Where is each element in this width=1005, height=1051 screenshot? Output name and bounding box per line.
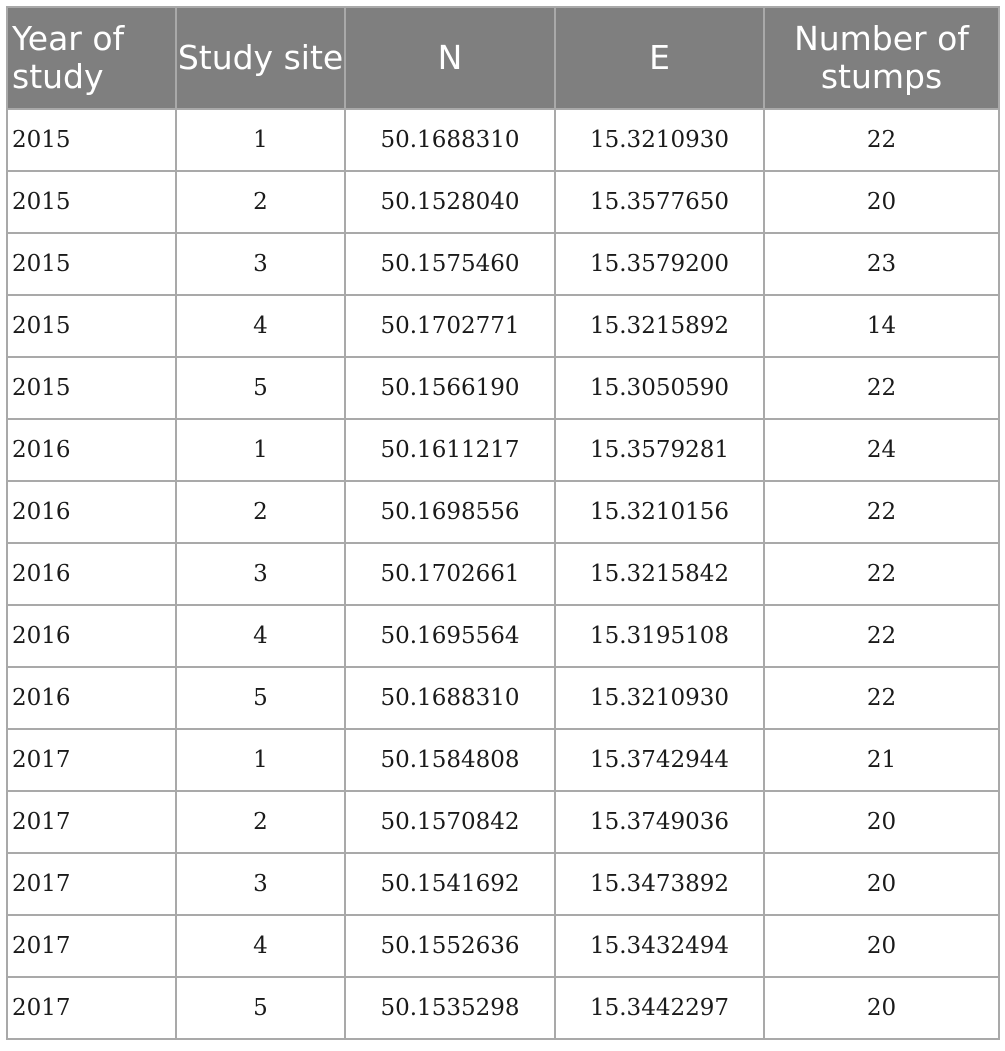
data-table (6, 6, 1000, 1040)
cell-number-of-stumps: 22 (764, 543, 999, 605)
cell-e: 15.3579200 (555, 233, 764, 295)
cell-n: 50.1698556 (345, 481, 555, 543)
cell-year: 2017 (7, 853, 176, 915)
cell-e: 15.3577650 (555, 171, 764, 233)
table-row (7, 605, 999, 667)
cell-e: 15.3195108 (555, 605, 764, 667)
header-number-of-stumps: Number of stumps (764, 7, 999, 109)
cell-year: 2017 (7, 729, 176, 791)
cell-number-of-stumps: 24 (764, 419, 999, 481)
cell-number-of-stumps: 20 (764, 171, 999, 233)
cell-study-site: 5 (176, 357, 345, 419)
cell-e: 15.3749036 (555, 791, 764, 853)
cell-number-of-stumps: 20 (764, 977, 999, 1039)
table-row (7, 481, 999, 543)
cell-n: 50.1575460 (345, 233, 555, 295)
header-n: N (345, 7, 555, 109)
cell-e: 15.3210930 (555, 109, 764, 171)
cell-study-site: 2 (176, 791, 345, 853)
cell-e: 15.3215892 (555, 295, 764, 357)
cell-year: 2016 (7, 667, 176, 729)
cell-study-site: 2 (176, 481, 345, 543)
cell-study-site: 2 (176, 171, 345, 233)
cell-number-of-stumps: 14 (764, 295, 999, 357)
cell-e: 15.3442297 (555, 977, 764, 1039)
cell-n: 50.1688310 (345, 109, 555, 171)
table-row (7, 729, 999, 791)
cell-n: 50.1552636 (345, 915, 555, 977)
cell-year: 2016 (7, 543, 176, 605)
cell-year: 2017 (7, 977, 176, 1039)
cell-e: 15.3473892 (555, 853, 764, 915)
header-year-of-study: Year of study (7, 7, 176, 109)
cell-year: 2015 (7, 109, 176, 171)
cell-e: 15.3579281 (555, 419, 764, 481)
cell-study-site: 4 (176, 295, 345, 357)
table-row (7, 543, 999, 605)
cell-n: 50.1702661 (345, 543, 555, 605)
cell-e: 15.3215842 (555, 543, 764, 605)
cell-year: 2015 (7, 171, 176, 233)
cell-number-of-stumps: 20 (764, 853, 999, 915)
cell-number-of-stumps: 22 (764, 109, 999, 171)
table-row (7, 357, 999, 419)
cell-year: 2015 (7, 357, 176, 419)
cell-n: 50.1535298 (345, 977, 555, 1039)
table-row (7, 853, 999, 915)
cell-year: 2015 (7, 233, 176, 295)
cell-n: 50.1688310 (345, 667, 555, 729)
table-row (7, 295, 999, 357)
cell-year: 2016 (7, 605, 176, 667)
cell-study-site: 3 (176, 233, 345, 295)
cell-e: 15.3210930 (555, 667, 764, 729)
cell-n: 50.1541692 (345, 853, 555, 915)
cell-number-of-stumps: 22 (764, 605, 999, 667)
cell-n: 50.1528040 (345, 171, 555, 233)
table-row (7, 667, 999, 729)
table-row (7, 977, 999, 1039)
cell-study-site: 1 (176, 419, 345, 481)
table-row (7, 419, 999, 481)
cell-n: 50.1570842 (345, 791, 555, 853)
cell-study-site: 4 (176, 915, 345, 977)
table-row (7, 171, 999, 233)
cell-study-site: 3 (176, 543, 345, 605)
cell-e: 15.3050590 (555, 357, 764, 419)
cell-year: 2015 (7, 295, 176, 357)
header-study-site: Study site (176, 7, 345, 109)
cell-study-site: 1 (176, 729, 345, 791)
table-header (7, 7, 999, 109)
cell-number-of-stumps: 20 (764, 791, 999, 853)
cell-number-of-stumps: 20 (764, 915, 999, 977)
cell-e: 15.3742944 (555, 729, 764, 791)
table-row (7, 233, 999, 295)
table-body (7, 109, 999, 1039)
cell-number-of-stumps: 22 (764, 357, 999, 419)
table-row (7, 109, 999, 171)
header-e: E (555, 7, 764, 109)
cell-study-site: 5 (176, 667, 345, 729)
cell-n: 50.1702771 (345, 295, 555, 357)
cell-year: 2016 (7, 481, 176, 543)
cell-study-site: 5 (176, 977, 345, 1039)
cell-number-of-stumps: 23 (764, 233, 999, 295)
cell-number-of-stumps: 22 (764, 481, 999, 543)
cell-year: 2017 (7, 791, 176, 853)
cell-year: 2017 (7, 915, 176, 977)
cell-study-site: 4 (176, 605, 345, 667)
cell-n: 50.1611217 (345, 419, 555, 481)
cell-year: 2016 (7, 419, 176, 481)
cell-n: 50.1695564 (345, 605, 555, 667)
header-row (7, 7, 999, 109)
cell-number-of-stumps: 22 (764, 667, 999, 729)
cell-n: 50.1566190 (345, 357, 555, 419)
table-row (7, 915, 999, 977)
cell-study-site: 1 (176, 109, 345, 171)
cell-e: 15.3432494 (555, 915, 764, 977)
cell-number-of-stumps: 21 (764, 729, 999, 791)
cell-study-site: 3 (176, 853, 345, 915)
cell-e: 15.3210156 (555, 481, 764, 543)
cell-n: 50.1584808 (345, 729, 555, 791)
table-row (7, 791, 999, 853)
